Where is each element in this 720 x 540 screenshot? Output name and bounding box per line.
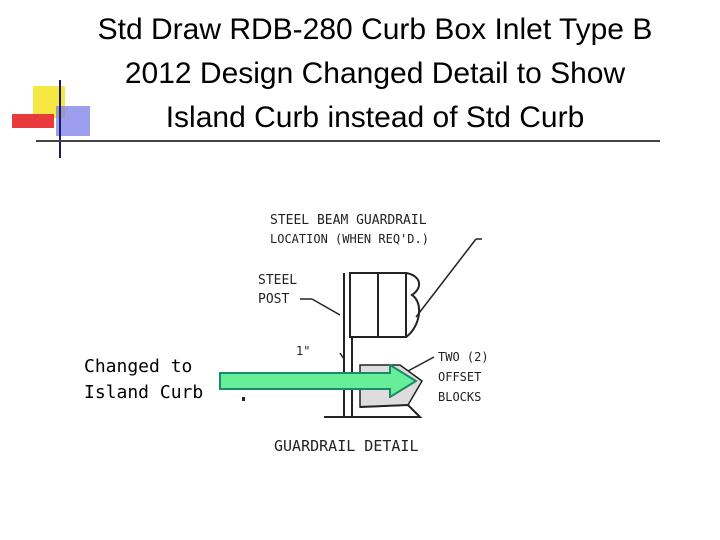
label-post: POST (258, 292, 290, 307)
note-line-2: Island Curb (84, 382, 204, 403)
leader-beam-diagonal (416, 239, 476, 317)
beam-profile (406, 273, 419, 337)
label-blocks: BLOCKS (438, 390, 482, 404)
label-steel: STEEL (258, 273, 298, 288)
label-dimension: 1" (296, 344, 311, 358)
arrow-right-icon (218, 364, 418, 398)
title-line-1: Std Draw RDB-280 Curb Box Inlet Type B (97, 13, 653, 46)
title-line-3: Island Curb instead of Std Curb (165, 101, 585, 134)
label-two: TWO (2) (438, 350, 489, 364)
guardrail-detail-drawing (240, 195, 520, 465)
arrow-shape (220, 365, 416, 397)
leader-post-diagonal (312, 299, 340, 315)
island-curb (324, 405, 420, 417)
change-note (84, 354, 214, 406)
caption-guardrail-detail: GUARDRAIL DETAIL (274, 437, 419, 455)
note-line-1: Changed to (84, 356, 193, 377)
label-offset: OFFSET (438, 370, 482, 384)
label-steel-beam: STEEL BEAM GUARDRAIL (270, 213, 427, 228)
slide-title (40, 8, 710, 140)
title-line-2: 2012 Design Changed Detail to Show (124, 57, 626, 90)
label-location: LOCATION (WHEN REQ'D.) (270, 232, 429, 246)
